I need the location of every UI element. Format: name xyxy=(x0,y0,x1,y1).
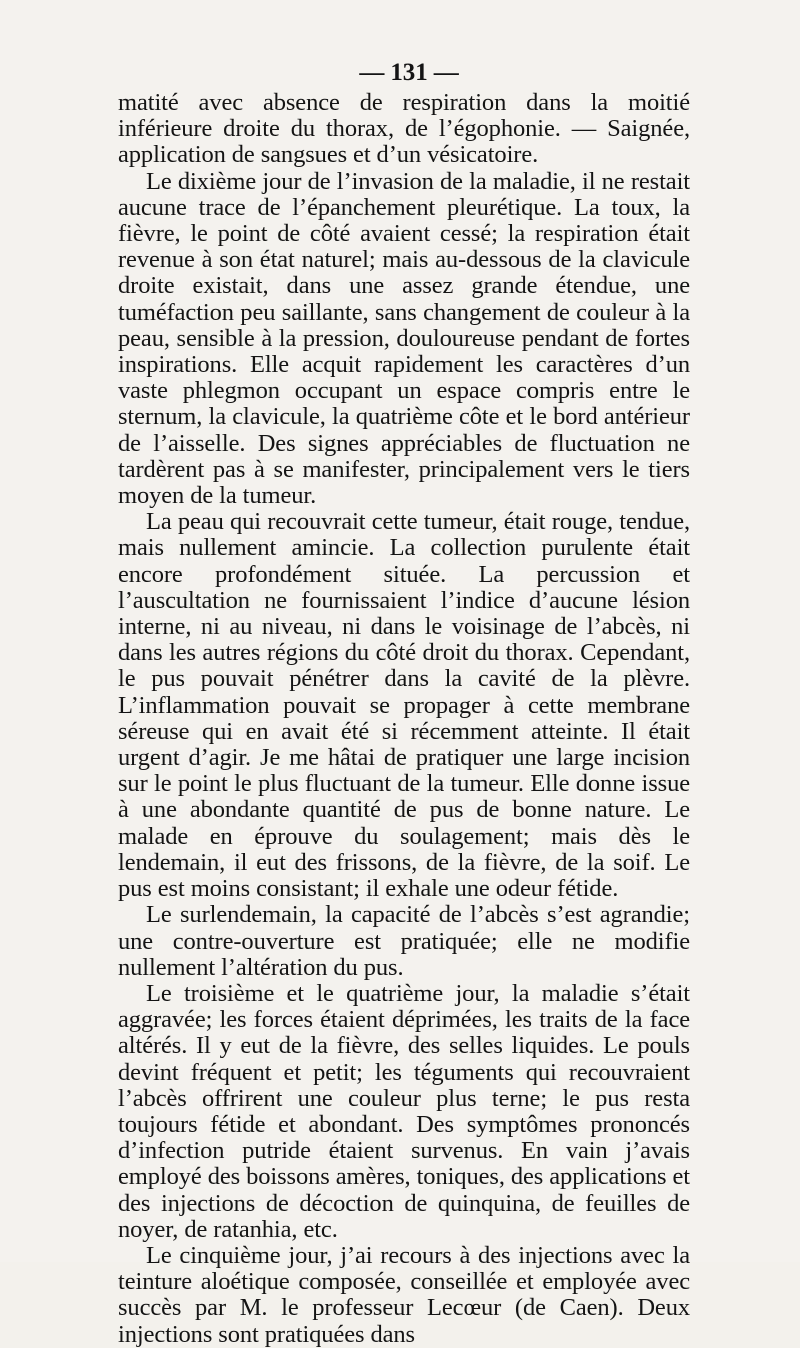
paragraph-2: Le dixième jour de l’invasion de la maladie, il ne restait aucune trace de l’épanchement pleurétique. La toux, la fièvre, le point de côté avaient cessé; la respiration était revenue à son état naturel; mais au-dessous de la clavicule droite existait, dans une assez grande étendue, une tuméfaction peu saillante, sans changement de couleur à la peau, sensible à la pression, douloureuse pendant de fortes inspirations. Elle acquit rapidement les caractères d’un vaste phlegmon occupant un espace compris entre le sternum, la clavicule, la quatrième côte et le bord antérieur de l’aisselle. Des signes appréciables de fluctuation ne tardèrent pas à se manifester, principalement vers le tiers moyen de la tumeur. xyxy=(118,167,690,510)
paragraph-3: La peau qui recouvrait cette tumeur, était rouge, tendue, mais nullement amincie. La collection purulente était encore profondément située. La percussion et l’auscultation ne fournissaient l’indice d’aucune lésion interne, ni au niveau, ni dans le voisinage de l’abcès, ni dans les autres régions du côté droit du thorax. Cependant, le pus pouvait pénétrer dans la cavité de la plèvre. L’inflammation pouvait se propager à cette membrane séreuse qui en avait été si récemment atteinte. Il était urgent d’agir. Je me hâtai de pratiquer une large incision sur le point le plus fluctuant de la tumeur. Elle donne issue à une abondante quantité de pus de bonne nature. Le malade en éprouve du soulagement; mais dès le lendemain, il eut des frissons, de la fièvre, de la soif. Le pus est moins consistant; il exhale une odeur fétide. xyxy=(118,508,690,903)
page-number: — 131 — xyxy=(359,59,459,86)
paragraph-5: Le troisième et le quatrième jour, la maladie s’était aggravée; les forces étaient déprimées, les traits de la face altérés. Il y eut de la fièvre, des selles liquides. Le pouls devint fréquent et petit; les téguments qui recouvraient l’abcès offrirent une couleur plus terne; le pus resta toujours fétide et abondant. Des symptômes prononcés d’infection putride étaient survenus. En vain j’avais employé des boissons amères, toniques, des applications et des injections de décoction de quinquina, de feuilles de noyer, de ratanhia, etc. xyxy=(118,979,690,1243)
paragraph-6: Le cinquième jour, j’ai recours à des injections avec la teinture aloétique composée, conseillée et employée avec succès par M. le professeur Lecœur (de Caen). Deux injections sont pratiquées dans xyxy=(118,1241,690,1348)
paragraph-1: matité avec absence de respiration dans la moitié inférieure droite du thorax, de l’égophonie. — Saignée, application de sangsues et d’un vésicatoire. xyxy=(118,89,690,169)
paragraph-4: Le surlendemain, la capacité de l’abcès s’est agrandie; une contre-ouverture est pratiquée; elle ne modifie nullement l’altération du pus. xyxy=(118,901,690,981)
page-text xyxy=(118,58,690,1348)
